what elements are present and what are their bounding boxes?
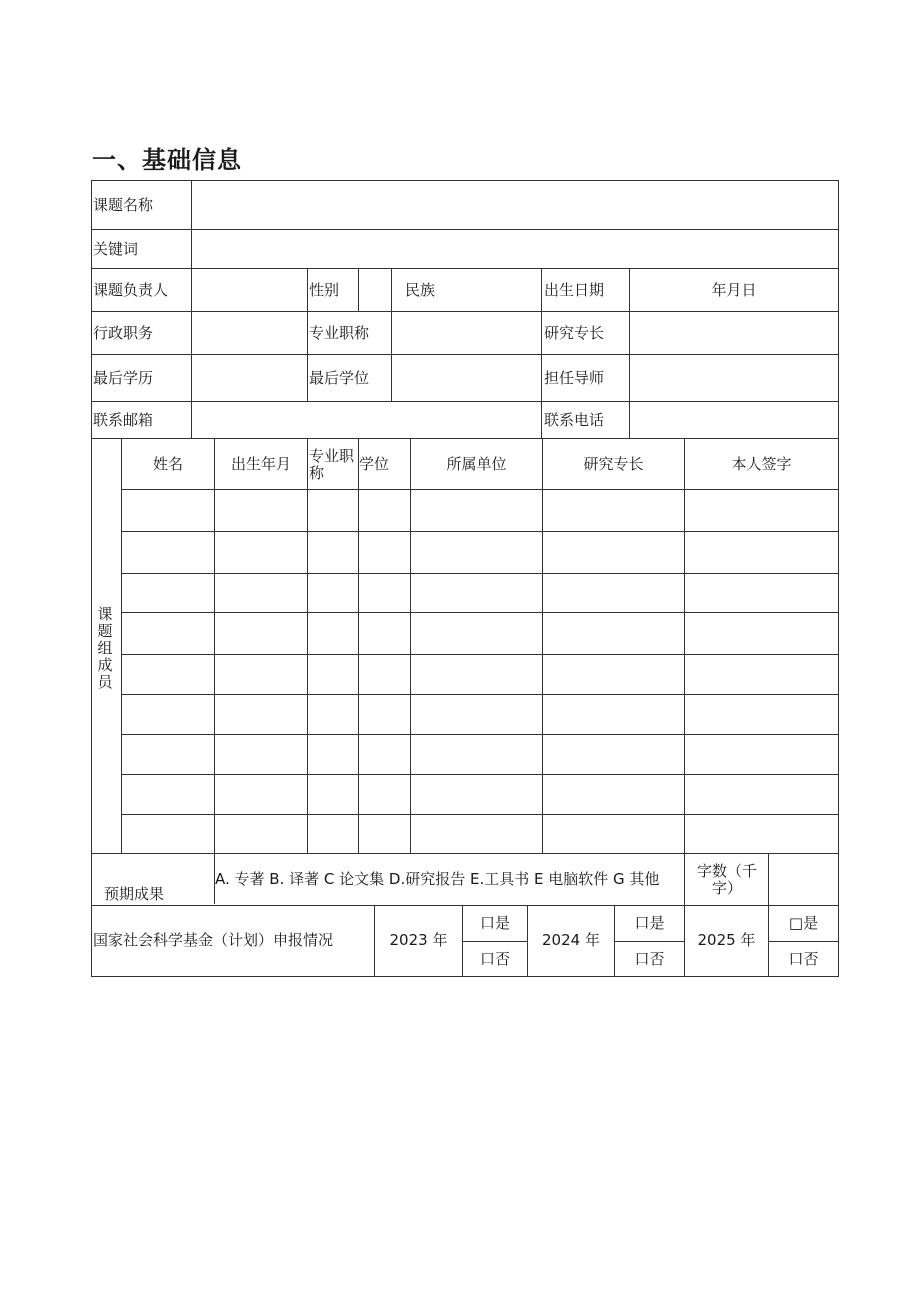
rule: [121, 612, 839, 613]
rule: [91, 438, 839, 439]
rule: [462, 941, 527, 942]
col-name: 姓名: [152, 455, 183, 473]
fund-2024-yes: 口是: [634, 914, 665, 932]
birth-date-placeholder: 年月日: [711, 281, 757, 299]
label-email: 联系邮箱: [93, 411, 154, 429]
rule: [121, 774, 839, 775]
topic-name-field[interactable]: [192, 181, 838, 229]
col-degree: 学位: [359, 455, 390, 473]
rule: [91, 853, 839, 854]
col-affiliation: 所属单位: [446, 455, 507, 473]
word-count-field[interactable]: [769, 854, 838, 905]
leader-field[interactable]: [192, 269, 307, 311]
fund-2025-no: 口否: [788, 950, 819, 968]
label-birth-date: 出生日期: [544, 281, 605, 299]
fund-2024-no: 口否: [634, 950, 665, 968]
rule: [410, 438, 411, 853]
border-bottom: [91, 976, 839, 977]
fund-2023-no: 口否: [479, 950, 510, 968]
last-edu-field[interactable]: [192, 355, 307, 401]
rule: [121, 531, 839, 532]
rule: [121, 654, 839, 655]
outcomes-options: A. 专著 B. 译著 C 论文集 D.研究报告 E.工具书 E 电脑软件 G 其他: [215, 870, 660, 888]
fund-2023-yes: 口是: [479, 914, 510, 932]
border-left: [91, 180, 92, 977]
email-field[interactable]: [192, 402, 541, 438]
rule: [121, 694, 839, 695]
rule: [542, 438, 543, 853]
col-signature: 本人签字: [731, 455, 792, 473]
label-research-specialty: 研究专长: [544, 324, 605, 342]
fund-year-2024: 2024 年: [542, 931, 600, 949]
label-prof-title: 专业职称: [309, 324, 370, 342]
rule: [121, 489, 839, 490]
rule: [307, 268, 308, 401]
research-specialty-field[interactable]: [630, 312, 838, 354]
rule: [307, 438, 308, 853]
rule: [358, 438, 359, 853]
prof-title-field[interactable]: [392, 312, 541, 354]
word-count-label: 字数（千字）: [696, 862, 757, 897]
rule: [121, 438, 122, 853]
col-specialty: 研究专长: [583, 455, 644, 473]
rule: [541, 268, 542, 438]
col-birth-month: 出生年月: [230, 455, 291, 473]
label-topic-name: 课题名称: [93, 196, 154, 214]
outcomes-label: 预期成果: [104, 885, 165, 903]
rule: [214, 438, 215, 904]
last-degree-field[interactable]: [392, 355, 541, 401]
label-last-degree: 最后学位: [309, 369, 370, 387]
rule: [768, 941, 839, 942]
gender-field[interactable]: [359, 269, 391, 311]
label-leader: 课题负责人: [93, 281, 169, 299]
members-group-label: 课题组成员: [97, 605, 113, 691]
label-ethnicity: 民族: [405, 281, 436, 299]
fund-year-2023: 2023 年: [389, 931, 448, 949]
section-title: 一、基础信息: [92, 146, 242, 174]
rule: [614, 941, 684, 942]
supervisor-field[interactable]: [630, 355, 838, 401]
rule: [121, 573, 839, 574]
fund-2025-yes: □是: [788, 914, 819, 932]
border-right: [838, 180, 839, 977]
admin-post-field[interactable]: [192, 312, 307, 354]
rule: [91, 905, 839, 906]
label-gender: 性别: [309, 281, 340, 299]
fund-year-2025: 2025 年: [697, 931, 756, 949]
basic-info-form: [91, 180, 839, 977]
label-keywords: 关键词: [93, 240, 139, 258]
label-phone: 联系电话: [544, 411, 605, 429]
label-supervisor: 担任导师: [544, 369, 605, 387]
phone-field[interactable]: [630, 402, 838, 438]
fund-label: 国家社会科学基金（计划）申报情况: [93, 931, 334, 949]
label-last-edu: 最后学历: [93, 369, 154, 387]
rule: [121, 734, 839, 735]
label-admin-post: 行政职务: [93, 324, 154, 342]
rule: [684, 438, 685, 976]
col-prof-title: 专业职称: [309, 447, 355, 482]
keywords-field[interactable]: [192, 230, 838, 268]
rule: [121, 814, 839, 815]
